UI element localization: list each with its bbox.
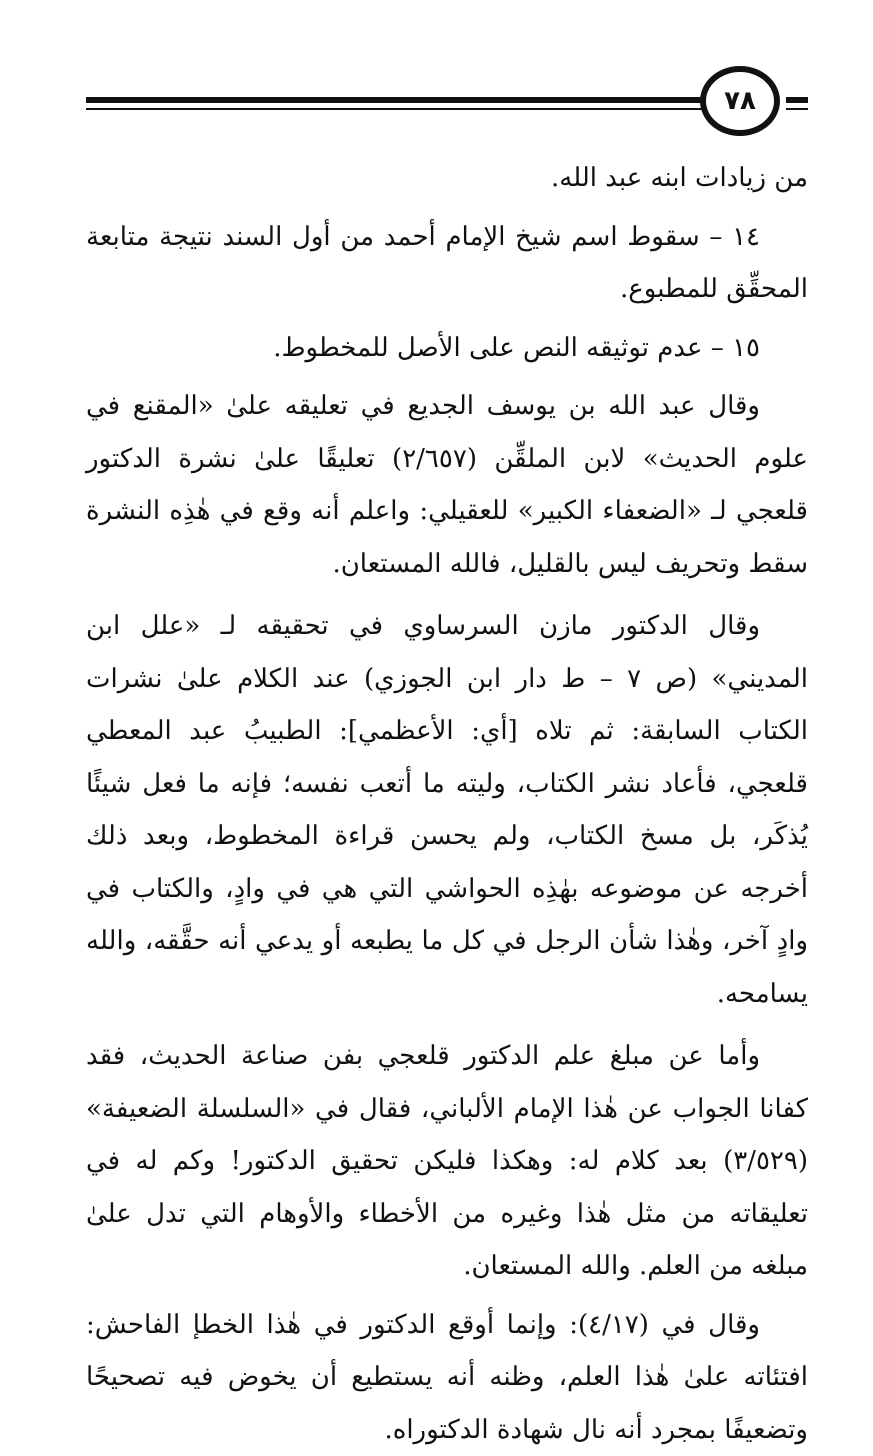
header-rule-right-thin bbox=[786, 108, 808, 110]
paragraph-albani-quote: وأما عن مبلغ علم الدكتور قلعجي بفن صناعة الحديث، فقد كفانا الجواب عن هٰذا الإمام الألباني، فقال في «السلسلة الضعيفة» (٣/٥٢٩) بعد كلام له: وهكذا فليكن تحقيق الدكتور! وكم له في تعليقاته من مثل هٰذا وغيره من الأخطاء والأوهام التي تدل علىٰ مبلغه من العلم. والله المستعان. bbox=[86, 1030, 808, 1293]
header-rule-right-thick bbox=[786, 97, 808, 103]
header-rule-thin bbox=[86, 108, 706, 110]
paragraph-1: من زيادات ابنه عبد الله. bbox=[86, 152, 808, 205]
paragraph-sarsawi-quote: وقال الدكتور مازن السرساوي في تحقيقه لـ «علل ابن المديني» (ص ٧ – ط دار ابن الجوزي) عند الكلام علىٰ نشرات الكتاب السابقة: ثم تلاه [أي: الأعظمي]: الطبيبُ عبد المعطي قلعجي، فأعاد نشر الكتاب، وليته ما أتعب نفسه؛ فإنه ما فعل شيئًا يُذكَر، بل مسخ الكتاب، ولم يحسن قراءة المخطوط، وبعد ذلك أخرجه عن موضوعه بهٰذِه الحواشي التي هي في وادٍ، والكتاب في وادٍ آخر، وهٰذا شأن الرجل في كل ما يطبعه أو يدعي أنه حقَّقه، والله يسامحه. bbox=[86, 600, 808, 1020]
paragraph-item-14: ١٤ – سقوط اسم شيخ الإمام أحمد من أول السند نتيجة متابعة المحقِّق للمطبوع. bbox=[86, 211, 808, 316]
header-rule-thick bbox=[86, 97, 706, 103]
page-number: ٧٨ bbox=[724, 88, 756, 114]
page-body bbox=[86, 152, 808, 1456]
page-header bbox=[0, 0, 873, 140]
page-number-circle bbox=[700, 66, 780, 136]
paragraph-jadee-quote: وقال عبد الله بن يوسف الجديع في تعليقه علىٰ «المقنع في علوم الحديث» لابن الملقِّن (٢/٦٥٧) تعليقًا علىٰ نشرة الدكتور قلعجي لـ «الضعفاء الكبير» للعقيلي: واعلم أنه وقع في هٰذِه النشرة سقط وتحريف ليس بالقليل، فالله المستعان. bbox=[86, 380, 808, 590]
paragraph-item-15: ١٥ – عدم توثيقه النص على الأصل للمخطوط. bbox=[86, 322, 808, 375]
paragraph-albani-second-quote: وقال في (٤/١٧): وإنما أوقع الدكتور في هٰذا الخطإ الفاحش: افتئاته علىٰ هٰذا العلم، وظنه أنه يستطيع أن يخوض فيه تصحيحًا وتضعيفًا بمجرد أنه نال شهادة الدكتوراه. bbox=[86, 1299, 808, 1456]
